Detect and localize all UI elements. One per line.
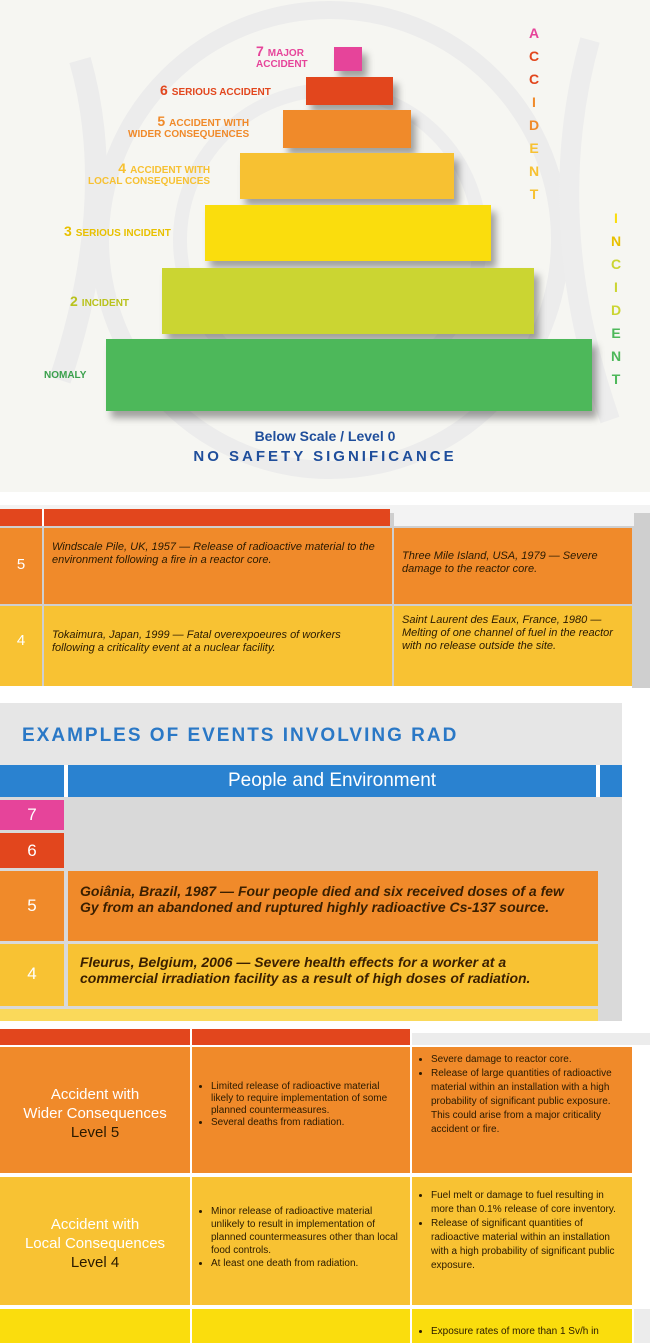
vertical-letter: N <box>528 163 540 179</box>
level-2-label: 2 INCIDENT <box>70 293 130 309</box>
ines-pyramid-panel <box>0 0 650 492</box>
criteria-item: • Limited release of radioactive material likely to require implementation of some planned countermeasures. <box>211 1081 402 1117</box>
vertical-letter: I <box>614 210 618 226</box>
level-4-bar <box>240 153 454 199</box>
level-number: 4 <box>16 632 26 649</box>
criteria-item: • Release of large quantities of radioactive material within an installation with a high probability of significant public exposure. This could arise from a major criticality accident or fire. <box>431 1067 624 1137</box>
level-5-label: 5 ACCIDENT WITH WIDER CONSEQUENCES <box>128 113 250 140</box>
level-label-cell <box>0 1047 190 1173</box>
column-header <box>68 765 596 797</box>
below-scale-label: Below Scale / Level 0 <box>254 428 396 444</box>
section-title: EXAMPLES OF EVENTS INVOLVING RAD <box>22 725 459 746</box>
level-label-line: Local Consequences <box>24 1235 166 1252</box>
vertical-letter: I <box>532 94 536 110</box>
table-cell <box>412 1177 632 1305</box>
level-6-bar <box>306 77 393 105</box>
ines-criteria-table-excerpt <box>0 1029 650 1343</box>
criteria-item: • Severe damage to reactor core. <box>431 1053 624 1067</box>
vertical-letter: N <box>610 348 622 364</box>
table-cell <box>192 1177 410 1305</box>
vertical-letter: I <box>614 279 618 295</box>
criteria-item: • At least one death from radiation. <box>211 1257 402 1270</box>
level-5-bar <box>283 110 411 148</box>
level-cell <box>0 800 64 830</box>
level-1-label: NOMALY <box>44 370 87 381</box>
incident-vertical-text <box>606 207 626 391</box>
level-3-label: 3 SERIOUS INCIDENT <box>64 223 171 239</box>
level-2-bar <box>162 268 534 334</box>
level-number: 5 <box>27 896 37 915</box>
vertical-letter: C <box>610 256 622 272</box>
level-cell <box>0 871 64 941</box>
header-blue-left <box>0 765 64 797</box>
level-3-bar <box>205 205 491 261</box>
level-label-line: Accident with <box>50 1086 140 1103</box>
level-7-bar <box>334 47 362 71</box>
level-7-label: 7 MAJOR ACCIDENT <box>256 43 308 70</box>
level-cell <box>0 944 64 1006</box>
criteria-item: • Several deaths from radiation. <box>211 1117 402 1129</box>
vertical-letter: D <box>528 117 540 133</box>
vertical-letter: C <box>528 71 540 87</box>
vertical-letter: E <box>611 325 621 341</box>
level-label-line: Accident with <box>50 1216 140 1233</box>
vertical-letter: A <box>528 25 540 41</box>
criteria-item: • Exposure rates of more than 1 Sv/h in <box>431 1325 624 1338</box>
level-4-label: 4 ACCIDENT WITH LOCAL CONSEQUENCES <box>88 160 211 187</box>
level-label-cell <box>0 1177 190 1305</box>
accident-vertical-text <box>524 22 544 206</box>
table-cell <box>412 1047 632 1173</box>
criteria-item: • Minor release of radioactive material unlikely to result in implementation of planned countermeasures other than local food controls. <box>211 1205 402 1257</box>
vertical-letter: C <box>528 48 540 64</box>
column-header-label: People and Environment <box>227 770 437 791</box>
table-cell <box>192 1047 410 1173</box>
vertical-letter: E <box>529 140 539 156</box>
level-number: 5 <box>16 556 26 573</box>
table-cell <box>412 1309 632 1343</box>
level-cell <box>0 606 42 686</box>
table-cell: Goiânia, Brazil, 1987 — Four people died and six received doses of a few Gy from an abandoned and ruptured highly radioactive Cs-137 source. <box>68 871 598 941</box>
table-cell: Tokaimura, Japan, 1999 — Fatal overexpoeures of workers following a criticality event at a nuclear facility. <box>44 606 392 686</box>
events-table-excerpt-2 <box>0 703 650 1021</box>
level-number-label: Level 4 <box>70 1254 120 1271</box>
level-1-bar <box>106 339 592 411</box>
level-cell <box>0 833 64 868</box>
criteria-item: • Release of significant quantities of radioactive material within an installation with a high probability of significant public exposure. <box>431 1217 624 1273</box>
vertical-letter: T <box>529 186 539 202</box>
events-table-excerpt-1 <box>0 505 650 688</box>
no-safety-significance-label: NO SAFETY SIGNIFICANCE <box>193 448 457 465</box>
header-red-strip <box>0 509 390 526</box>
criteria-item: • Fuel melt or damage to fuel resulting in more than 0.1% release of core inventory. <box>431 1189 624 1217</box>
vertical-letter: N <box>610 233 622 249</box>
level-label-line: Wider Consequences <box>23 1105 167 1122</box>
level-number-label: Level 5 <box>70 1124 120 1141</box>
level-number: 6 <box>27 841 37 860</box>
vertical-letter: T <box>611 371 621 387</box>
table-cell: Fleurus, Belgium, 2006 — Severe health effects for a worker at a commercial irradiation facility as a result of high doses of radiation. <box>68 944 598 1006</box>
table-cell: Windscale Pile, UK, 1957 — Release of radioactive material to the environment following a fire in a reactor core. <box>44 528 392 604</box>
vertical-letter: D <box>610 302 622 318</box>
table-cell: Saint Laurent des Eaux, France, 1980 — Melting of one channel of fuel in the reactor with no release outside the site. <box>394 606 632 686</box>
level-number: 7 <box>27 805 37 824</box>
level-6-label: 6 SERIOUS ACCIDENT <box>160 82 271 98</box>
level-number: 4 <box>27 964 37 983</box>
level-cell <box>0 528 42 604</box>
table-cell: Three Mile Island, USA, 1979 — Severe damage to the reactor core. <box>394 528 632 604</box>
